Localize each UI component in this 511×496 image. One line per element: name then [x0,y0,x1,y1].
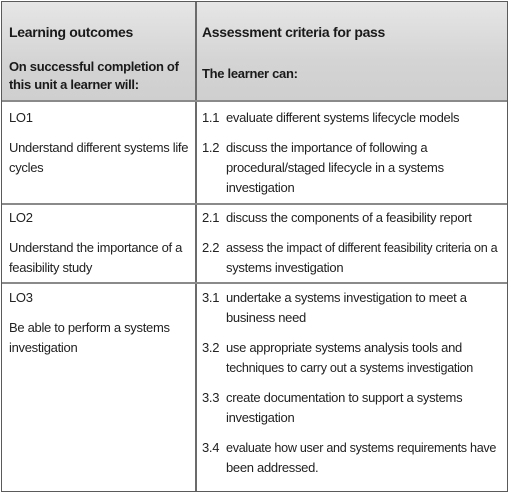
outcome-code: LO2 [9,210,33,225]
criterion-text-line: evaluate how user and systems requirements have [226,441,497,455]
criterion-text-line: assess the impact of different feasibility criteria on a [226,241,498,255]
left-subheading-line1: On successful completion of [9,59,179,74]
column-divider [195,2,197,491]
right-subheading: The learner can: [202,66,298,81]
assessment-criteria-heading: Assessment criteria for pass [202,24,386,40]
outcome-text-line: feasibility study [9,260,93,275]
outcome-text-line: investigation [9,340,78,355]
criterion-number: 3.3 [202,390,220,405]
criterion-text-line: discuss the components of a feasibility report [226,210,472,225]
outcome-text-line: Be able to perform a systems [9,320,170,335]
criterion-number: 1.1 [202,110,220,125]
outcome-code: LO1 [9,110,33,125]
criterion-number: 3.1 [202,290,220,305]
criterion-text-line: been addressed. [226,460,319,475]
criterion-number: 3.2 [202,340,220,355]
outcome-text-line: Understand different systems life [9,140,189,155]
criterion-number: 1.2 [202,140,220,155]
outcome-text-line: cycles [9,160,44,175]
learning-outcomes-heading: Learning outcomes [9,24,134,40]
criterion-text-line: systems investigation [226,260,344,275]
criterion-text-line: undertake a systems investigation to meet a [226,290,467,305]
criterion-text-line: investigation [226,410,295,425]
criterion-text-line: use appropriate systems analysis tools and [226,340,462,355]
criterion-text-line: investigation [226,180,295,195]
row-separator [2,203,507,205]
criterion-number: 2.1 [202,210,220,225]
assessment-table [1,1,508,492]
criterion-text-line: techniques to carry out a systems investigation [226,361,473,375]
criterion-text-line: procedural/staged lifecycle in a systems [226,160,444,175]
row-separator [2,282,507,284]
criterion-text-line: evaluate different systems lifecycle models [226,110,460,125]
criterion-text-line: discuss the importance of following a [226,140,428,155]
left-subheading-line2: this unit a learner will: [9,77,139,92]
criterion-text-line: business need [226,310,306,325]
criterion-text-line: create documentation to support a systems [226,390,463,405]
header-separator [2,100,507,102]
criterion-number: 3.4 [202,440,220,455]
criterion-number: 2.2 [202,240,220,255]
outcome-text-line: Understand the importance of a [9,240,183,255]
outcome-code: LO3 [9,290,33,305]
